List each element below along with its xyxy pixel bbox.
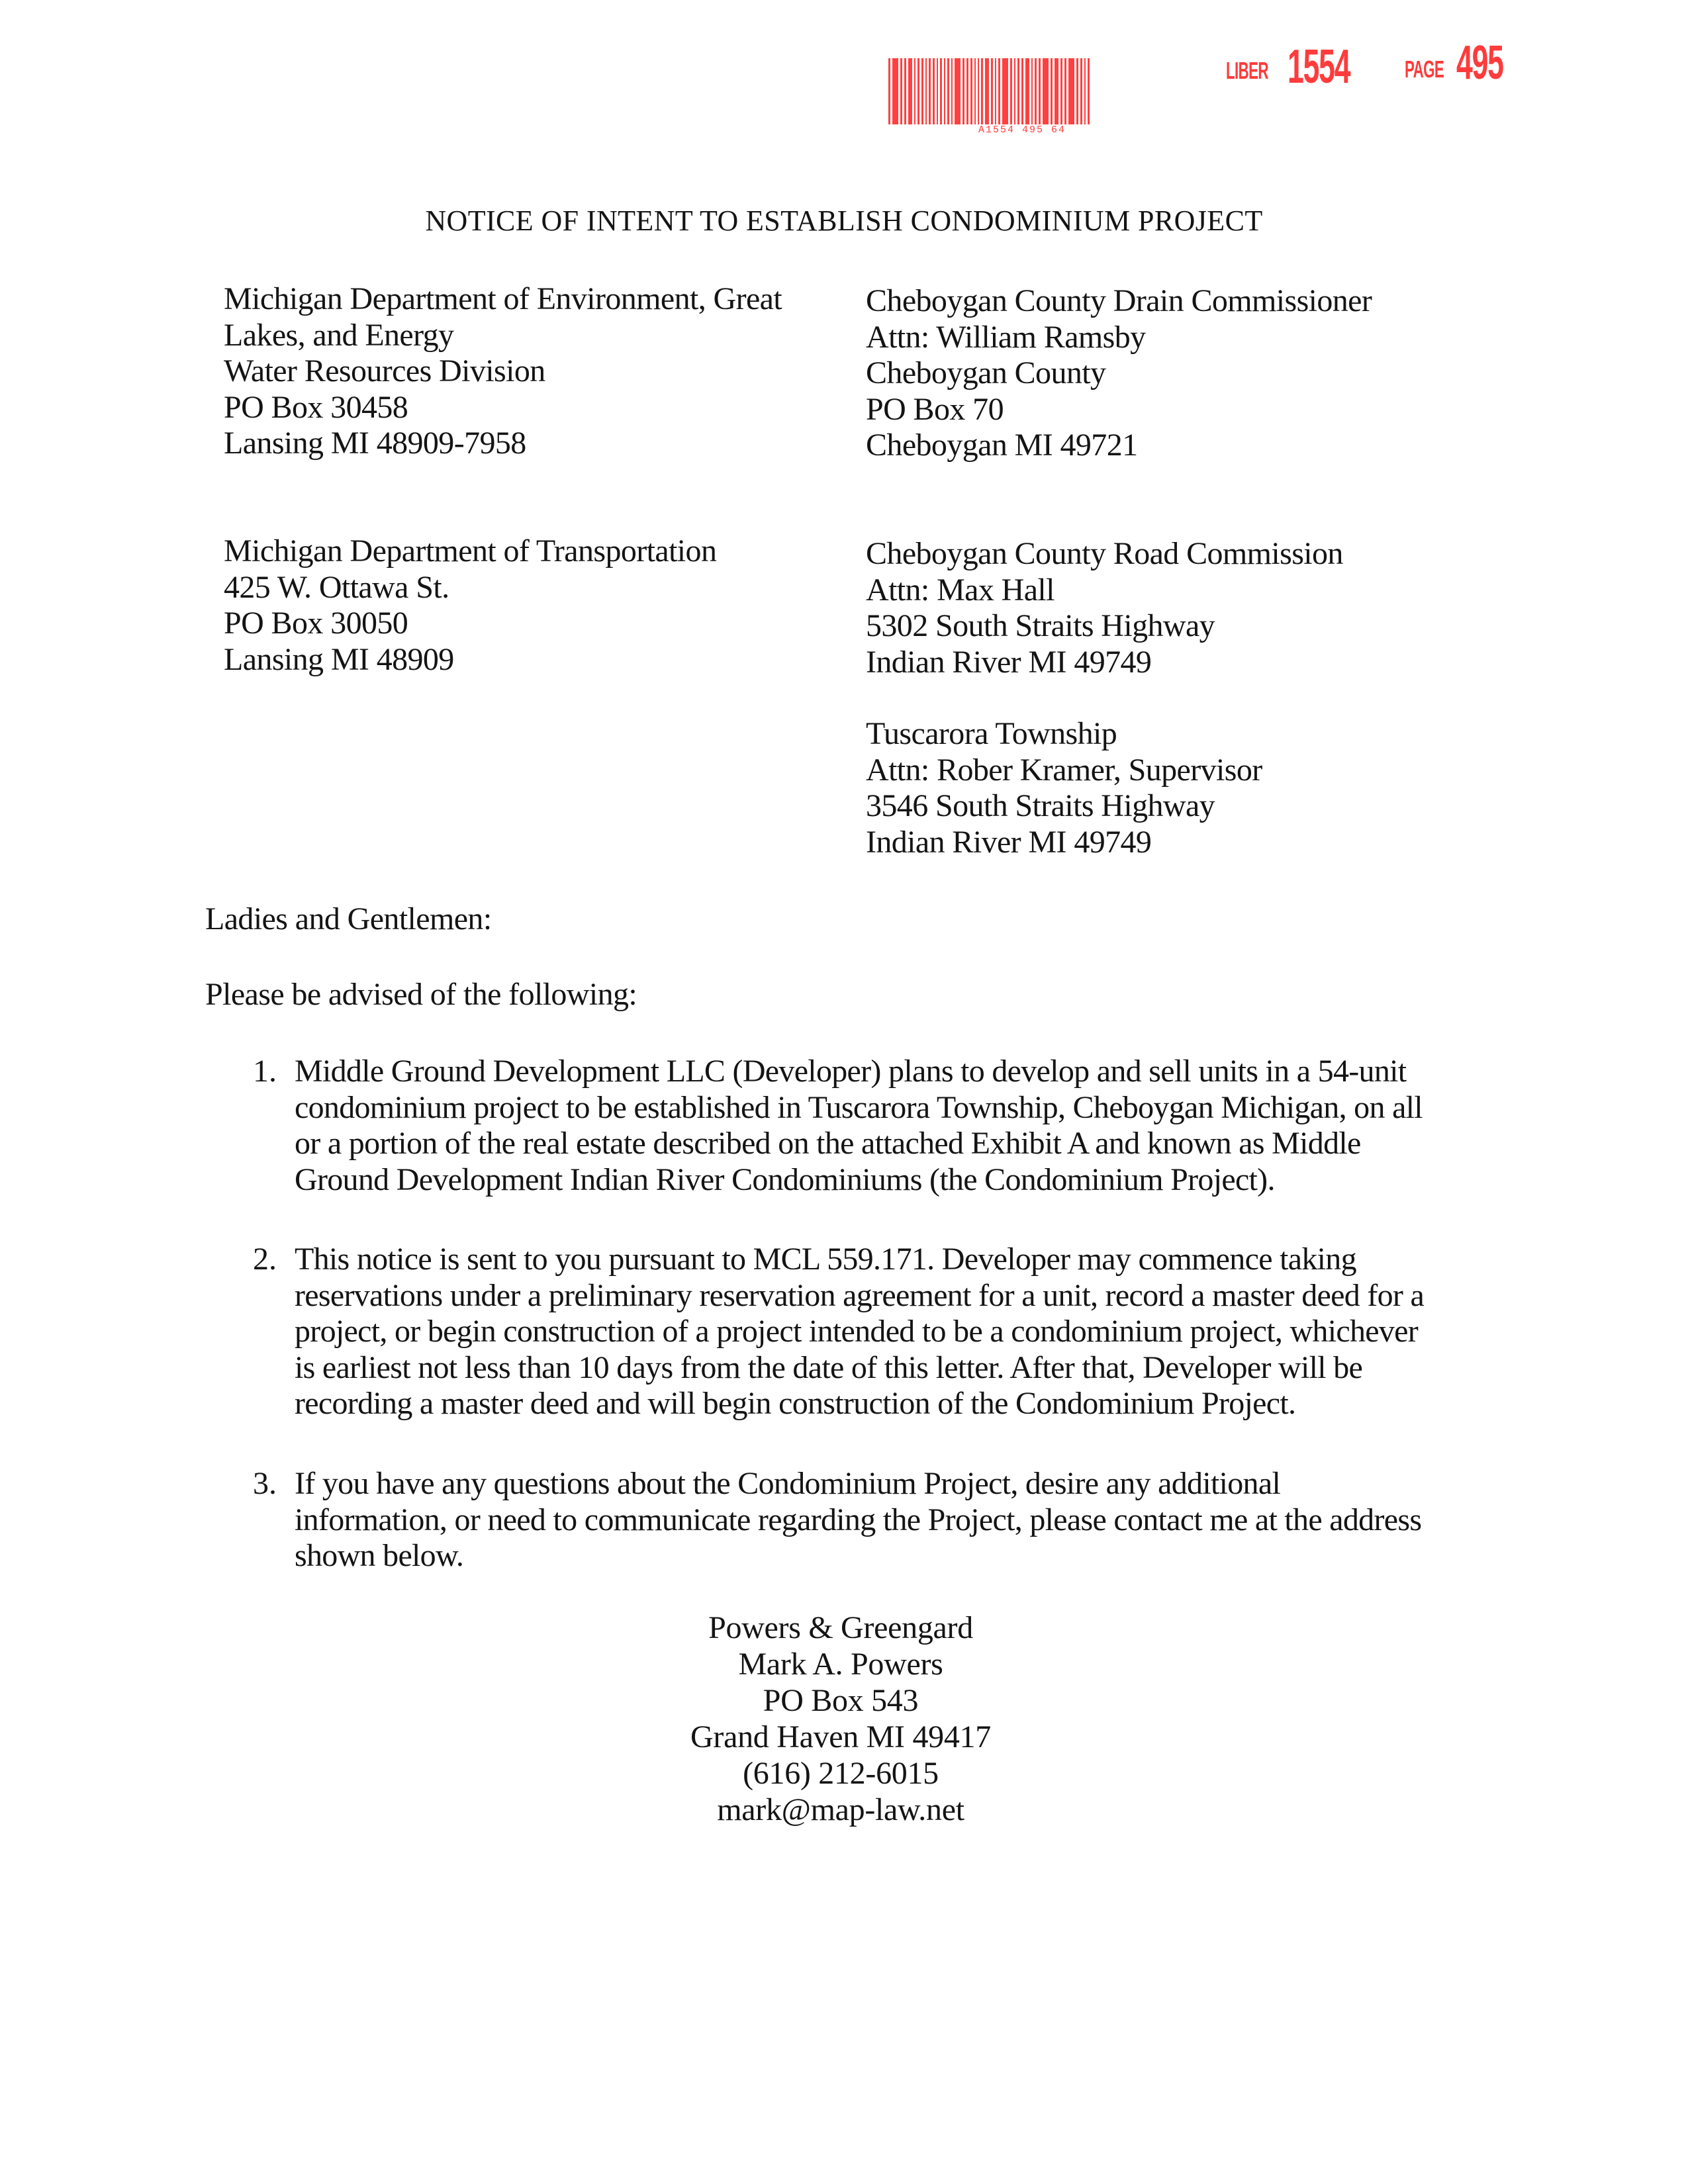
address-line: PO Box 30458 <box>224 389 408 425</box>
barcode-number: A1554 495 64 <box>978 124 1066 136</box>
page-number: 495 <box>1456 36 1503 89</box>
list-body <box>295 1466 1486 1574</box>
list-number: 2. <box>253 1242 277 1277</box>
recipient-address-road-commission <box>866 536 1343 680</box>
address-line: 5302 South Straits Highway <box>866 608 1215 643</box>
address-line: Cheboygan County Drain Commissioner <box>866 283 1372 318</box>
barcode <box>888 58 1092 124</box>
list-line: If you have any questions about the Condominium Project, desire any additional <box>295 1466 1281 1501</box>
address-line: Water Resources Division <box>224 353 545 388</box>
address-line: Attn: William Ramsby <box>866 319 1146 355</box>
liber-label: LIBER <box>1226 57 1268 84</box>
page-label: PAGE <box>1405 56 1444 83</box>
recipient-address-tuscarora-township <box>866 716 1262 860</box>
address-line: Lansing MI 48909 <box>224 641 454 677</box>
address-line: Lakes, and Energy <box>224 317 454 353</box>
address-line: Indian River MI 49749 <box>866 644 1152 680</box>
address-line: Michigan Department of Transportation <box>224 533 717 569</box>
address-line: PO Box 30050 <box>224 606 408 641</box>
list-line: This notice is sent to you pursuant to MCL 559.171. Developer may commence taking <box>295 1242 1356 1277</box>
signature-block <box>0 1610 1688 1828</box>
address-line: Cheboygan County Road Commission <box>866 536 1343 571</box>
list-line: information, or need to communicate regarding the Project, please contact me at the address <box>295 1502 1422 1537</box>
address-line: Attn: Max Hall <box>866 572 1055 608</box>
signature-po-box: PO Box 543 <box>763 1683 919 1718</box>
list-line: reservations under a preliminary reservation agreement for a unit, record a master deed for a <box>295 1277 1425 1313</box>
list-line: is earliest not less than 10 days from the date of this letter. After that, Developer will be <box>295 1349 1363 1385</box>
list-body <box>295 1054 1486 1198</box>
salutation: Ladies and Gentlemen: <box>205 901 492 936</box>
address-line: Lansing MI 48909-7958 <box>224 426 526 461</box>
list-line: condominium project to be established in Tuscarora Township, Cheboygan Michigan, on all <box>295 1089 1423 1125</box>
list-body <box>295 1242 1486 1422</box>
list-line: or a portion of the real estate described on the attached Exhibit A and known as Middle <box>295 1126 1361 1161</box>
liber-number: 1554 <box>1288 40 1350 93</box>
signature-phone: (616) 212-6015 <box>743 1756 939 1791</box>
address-line: Tuscarora Township <box>866 716 1117 751</box>
address-line: Michigan Department of Environment, Great <box>224 281 782 316</box>
recipient-address-egle <box>224 281 782 462</box>
address-line: Indian River MI 49749 <box>866 824 1152 860</box>
signature-name: Mark A. Powers <box>738 1647 943 1682</box>
list-number: 1. <box>253 1054 277 1089</box>
signature-email: mark@map-law.net <box>717 1792 964 1827</box>
document-title: NOTICE OF INTENT TO ESTABLISH CONDOMINIUM PROJECT <box>425 205 1263 237</box>
address-line: PO Box 70 <box>866 391 1004 427</box>
signature-firm: Powers & Greengard <box>708 1610 973 1645</box>
list-line: Ground Development Indian River Condominiums (the Condominium Project). <box>295 1161 1275 1197</box>
recording-stamp <box>0 0 1688 152</box>
list-line: shown below. <box>295 1538 464 1573</box>
address-line: 3546 South Straits Highway <box>866 788 1215 823</box>
recipient-address-mdot <box>224 533 716 678</box>
address-line: Cheboygan MI 49721 <box>866 428 1138 463</box>
list-line: Middle Ground Development LLC (Developer) plans to develop and sell units in a 54-unit <box>295 1054 1407 1089</box>
list-number: 3. <box>253 1466 277 1501</box>
list-line: recording a master deed and will begin construction of the Condominium Project. <box>295 1386 1296 1421</box>
address-line: Attn: Rober Kramer, Supervisor <box>866 752 1262 788</box>
recipient-address-drain-commissioner <box>866 283 1372 464</box>
list-line: project, or begin construction of a project intended to be a condominium project, whichever <box>295 1314 1419 1349</box>
signature-city: Grand Haven MI 49417 <box>690 1719 991 1754</box>
address-line: 425 W. Ottawa St. <box>224 569 449 605</box>
intro-sentence: Please be advised of the following: <box>205 977 637 1012</box>
address-line: Cheboygan County <box>866 355 1106 390</box>
